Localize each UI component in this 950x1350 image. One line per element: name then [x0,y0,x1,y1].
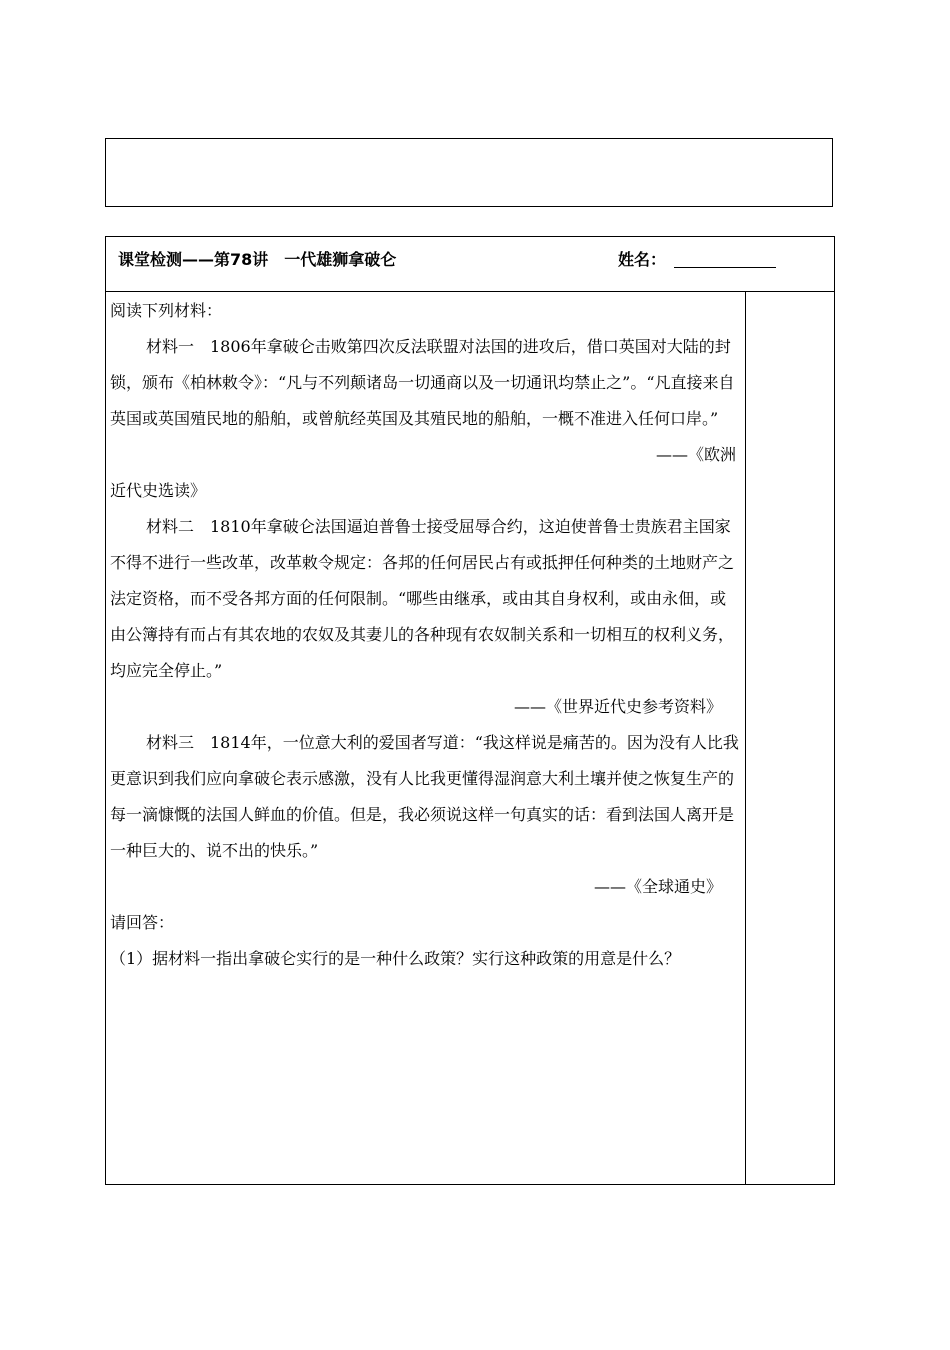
worksheet-title: 课堂检测——第78讲 一代雄狮拿破仑 [118,250,397,269]
material-1-text: 材料一 1806年拿破仑击败第四次反法联盟对法国的进攻后，借口英国对大陆的封锁，颁布《柏林敕令》：“凡与不列颠诸岛一切通商以及一切通讯均禁止之”。“凡直接来自英国或英国殖民地的船舶，或曾航经英国及其殖民地的船舶，一概不准进入任何口岸。” [110,337,735,428]
intro-text: 阅读下列材料： [110,301,223,320]
question-1: （1）据材料一指出拿破仑实行的是一种什么政策？实行这种政策的用意是什么？ [110,949,681,968]
material-2-text: 材料二 1810年拿破仑法国逼迫普鲁士接受屈辱合约，这迫使普鲁士贵族君主国家不得不进行一些改革，改革敕令规定：各邦的任何居民占有或抵押任何种类的土地财产之法定资格，而不受各邦方面的任何限制。“哪些由继承，或由其自身权利，或由永佃，或由公簿持有而占有其农地的农奴及其妻儿的各种现有农奴制关系和一切相互的权利义务，均应完全停止。” [110,517,735,680]
side-column-divider [745,292,746,1184]
worksheet-table [105,236,835,1185]
material-3-text: 材料三 1814年，一位意大利的爱国者写道：“我这样说是痛苦的。因为没有人比我更意识到我们应向拿破仑表示感激，没有人比我更懂得湿润意大利土壤并使之恢复生产的每一滴慷慨的法国人鲜血的价值。但是，我必须说这样一句真实的话：看到法国人离开是一种巨大的、说不出的快乐。” [110,733,739,860]
material-3-source: ——《全球通史》 [593,877,722,896]
worksheet-content [110,293,740,977]
top-blank-box [105,138,833,207]
name-blank-line[interactable] [674,267,776,268]
answer-prompt: 请回答： [110,913,175,932]
worksheet-header-row [106,237,834,292]
material-1-source-cont: 近代史选读》 [110,481,207,500]
material-2-source: ——《世界近代史参考资料》 [513,697,722,716]
name-label: 姓名： [618,250,667,269]
material-1-source: ——《欧洲 [655,445,736,464]
